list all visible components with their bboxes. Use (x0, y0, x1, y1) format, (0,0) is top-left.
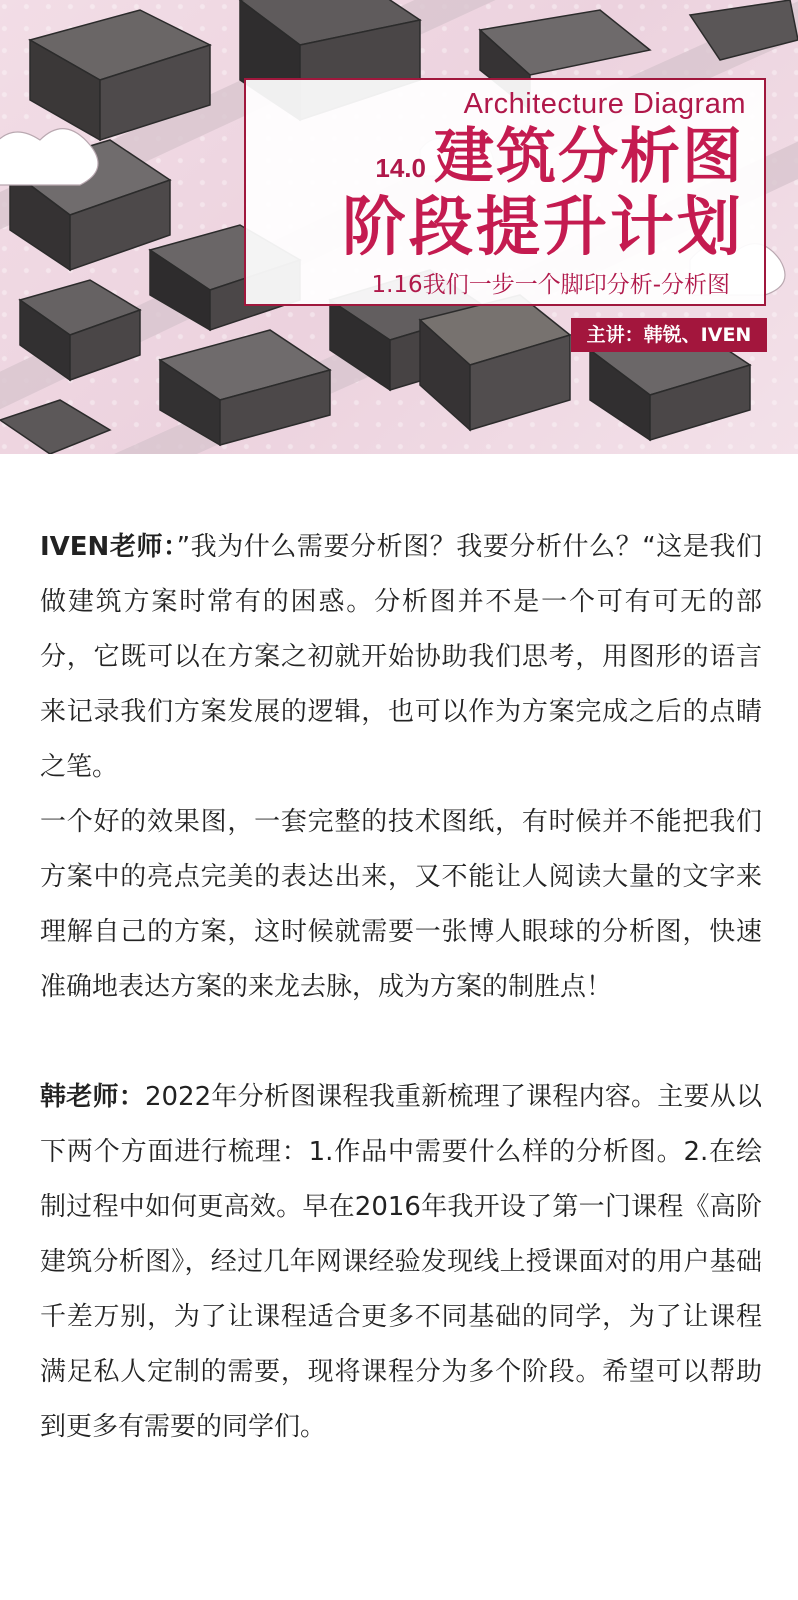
paragraph-text: 一个好的效果图，一套完整的技术图纸，有时候并不能把我们方案中的亮点完美的表达出来，又不能让人阅读大量的文字来理解自己的方案，这时候就需要一张博人眼球的分析图，快速准确地表达方案的来龙去脉，成为方案的制胜点！ (40, 807, 762, 1002)
paragraph-text: 2022年分析图课程我重新梳理了课程内容。主要从以下两个方面进行梳理：1.作品中需要什么样的分析图。2.在绘制过程中如何更高效。早在2016年我开设了第一门课程《高阶建筑分析图》，经过几年网课经验发现线上授课面对的用户基础千差万别，为了让课程适合更多不同基础的同学，为了让课程满足私人定制的需要，现将课程分为多个阶段。希望可以帮助到更多有需要的同学们。 (40, 1082, 762, 1442)
paragraph-han (40, 1070, 762, 1455)
paragraph-gap (40, 1015, 762, 1070)
title-line-1 (246, 124, 744, 190)
lecturer-badge: 主讲：韩锐、IVEN (571, 318, 767, 352)
speaker-label: IVEN老师： (40, 532, 177, 562)
title-card (244, 78, 766, 306)
paragraph-iven (40, 520, 762, 795)
article-body (40, 520, 762, 1455)
banner (0, 0, 798, 454)
edition-number: 14.0 (375, 153, 426, 183)
speaker-label: 韩老师： (40, 1082, 145, 1112)
title-chinese-1: 建筑分析图 (434, 122, 744, 192)
banner-subtitle: 1.16我们一步一个脚印分析-分析图 (371, 272, 730, 298)
title-english: Architecture Diagram (463, 88, 746, 120)
title-chinese-2: 阶段提升计划 (342, 191, 744, 265)
paragraph-rendering (40, 795, 762, 1015)
paragraph-text: ”我为什么需要分析图？我要分析什么？“这是我们做建筑方案时常有的困惑。分析图并不是一个可有可无的部分，它既可以在方案之初就开始协助我们思考，用图形的语言来记录我们方案发展的逻辑，也可以作为方案完成之后的点睛之笔。 (40, 532, 762, 782)
